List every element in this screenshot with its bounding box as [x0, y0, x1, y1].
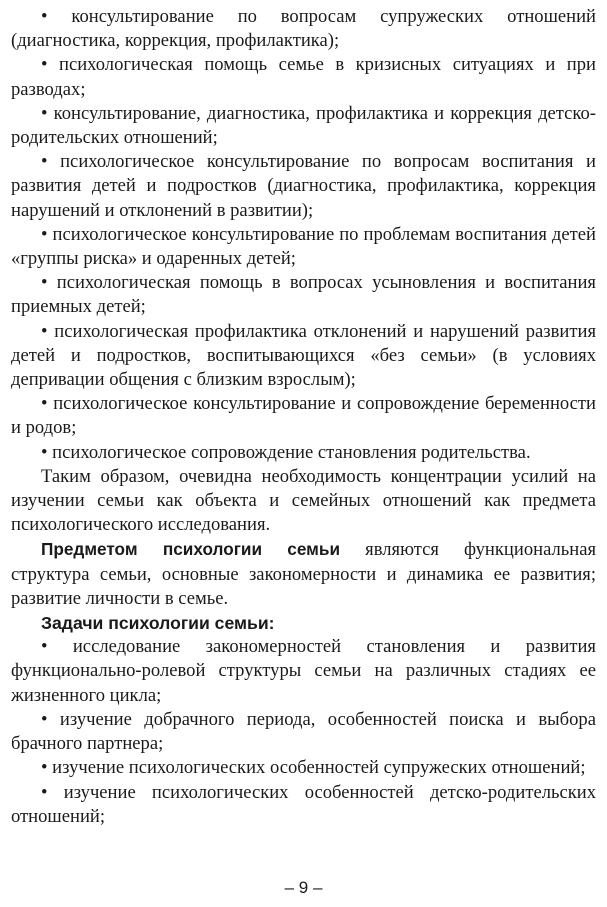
conclusion-paragraph: Таким образом, очевидна необходимость концентрации усилий на изучении семьи как объекта и семейных отношений как предмета психологического исследования. [11, 465, 596, 536]
page-number: – 9 – [284, 878, 323, 897]
task-item: • изучение психологических особенностей детско-родительских отношений; [11, 781, 596, 829]
list-item: • психологическое сопровождение становления родительства. [11, 441, 596, 465]
task-item: • изучение психологических особенностей супружеских отношений; [11, 756, 596, 780]
list-item: • психологическая профилактика отклонений и нарушений развития детей и подростков, воспитывающихся «без семьи» (в условиях депривации общения с близким взрослым); [11, 320, 596, 393]
subject-paragraph [11, 537, 596, 611]
subject-definition: являются функциональная структура семьи, основные закономерности и динамика ее развития; развитие личности в семье. [11, 539, 596, 609]
subject-term: Предметом психологии семьи [41, 539, 341, 560]
list-item: • консультирование по вопросам супружеских отношений (диагностика, коррекция, профилактика); [11, 5, 596, 53]
list-item: • психологическое консультирование по вопросам воспитания и развития детей и подростков (диагностика, профилактика, коррекция нарушений и отклонений в развитии); [11, 150, 596, 223]
list-item: • психологическое консультирование по проблемам воспитания детей «группы риска» и одаренных детей; [11, 223, 596, 271]
list-item: • психологическая помощь семье в кризисных ситуациях и при разводах; [11, 53, 596, 101]
tasks-heading: Задачи психологии семьи: [41, 613, 275, 634]
list-item: • психологическая помощь в вопросах усыновления и воспитания приемных детей; [11, 271, 596, 319]
list-item: • консультирование, диагностика, профилактика и коррекция детско-родительских отношений; [11, 102, 596, 150]
list-item: • психологическое консультирование и сопровождение беременности и родов; [11, 392, 596, 440]
task-item: • исследование закономерностей становления и развития функционально-ролевой структуры семьи на различных стадиях ее жизненного цикла; [11, 635, 596, 708]
page-text [11, 5, 596, 829]
task-item: • изучение добрачного периода, особенностей поиска и выбора брачного партнера; [11, 708, 596, 756]
